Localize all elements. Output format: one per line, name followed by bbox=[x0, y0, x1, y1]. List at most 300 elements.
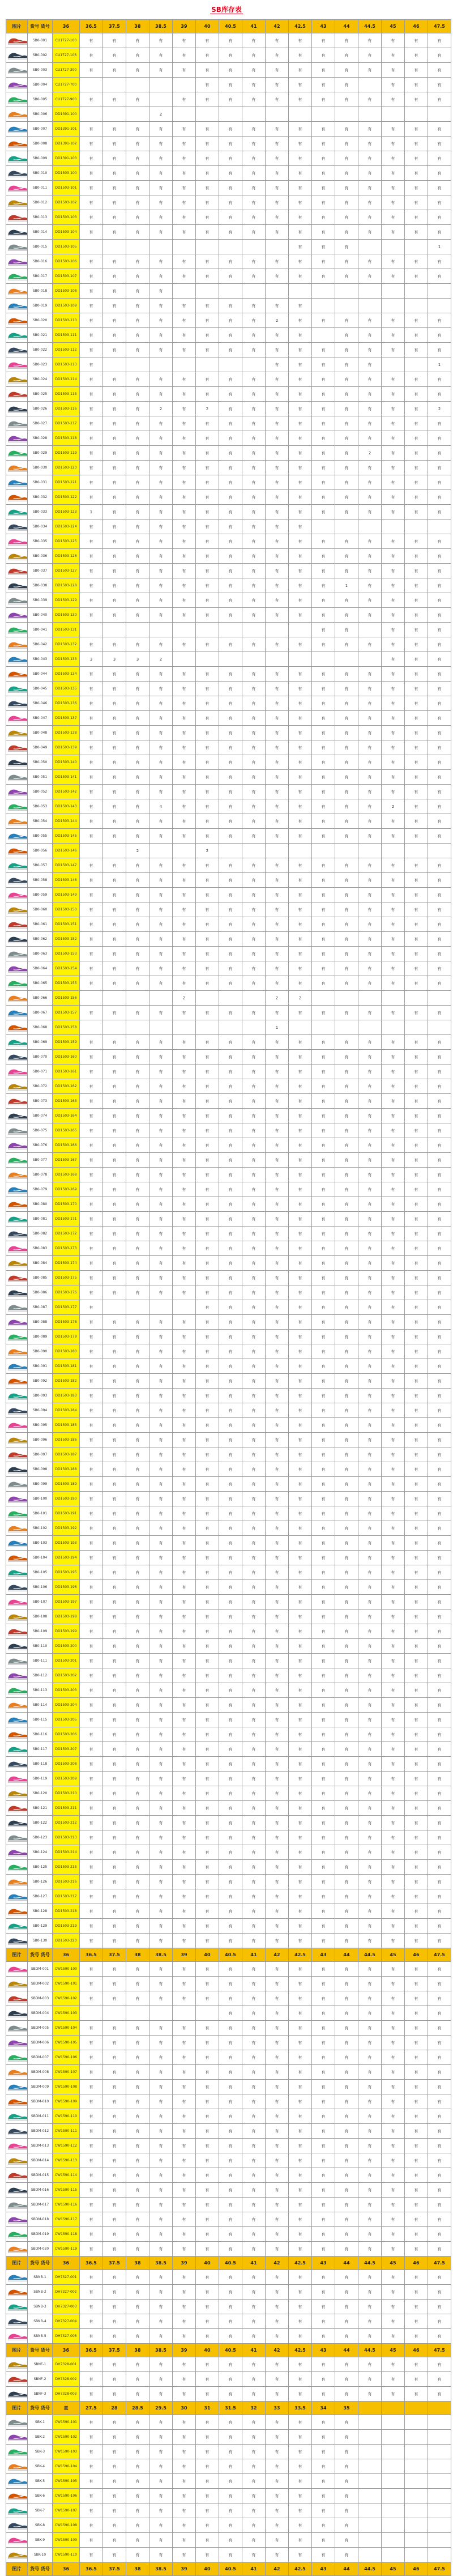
table-row bbox=[6, 1830, 451, 1845]
stock-cell: 有 bbox=[103, 1860, 126, 1875]
stock-cell: 有 bbox=[382, 210, 405, 225]
stock-cell: 有 bbox=[196, 1389, 219, 1403]
stock-cell bbox=[335, 844, 358, 858]
header-size: 28.5 bbox=[126, 2402, 149, 2415]
stock-cell: 有 bbox=[219, 2489, 242, 2503]
product-image-cell bbox=[6, 2533, 28, 2548]
code-cell: DD1503-133 bbox=[53, 652, 80, 667]
stock-cell: 有 bbox=[80, 2270, 103, 2285]
stock-cell: 有 bbox=[219, 195, 242, 210]
stock-cell: 有 bbox=[149, 446, 173, 461]
stock-cell: 有 bbox=[266, 1639, 289, 1654]
stock-cell: 有 bbox=[80, 1889, 103, 1904]
model-cell: SB0-075 bbox=[28, 1123, 53, 1138]
stock-cell: 有 bbox=[289, 637, 312, 652]
stock-cell: 有 bbox=[173, 1344, 196, 1359]
stock-cell: 有 bbox=[103, 2021, 126, 2036]
stock-cell bbox=[80, 2006, 103, 2021]
stock-cell: 有 bbox=[428, 2314, 451, 2329]
stock-cell bbox=[358, 991, 382, 1006]
stock-cell: 有 bbox=[103, 1595, 126, 1610]
header-size: 42.5 bbox=[289, 2256, 312, 2270]
stock-cell: 有 bbox=[103, 2533, 126, 2548]
stock-cell: 有 bbox=[382, 372, 405, 387]
product-image-cell bbox=[6, 254, 28, 269]
header-size: 46 bbox=[405, 2256, 428, 2270]
header-code: 货号 货号 bbox=[28, 1948, 53, 1962]
stock-cell: 有 bbox=[428, 461, 451, 475]
stock-cell: 有 bbox=[382, 1418, 405, 1433]
stock-cell: 有 bbox=[103, 1727, 126, 1742]
stock-cell bbox=[358, 652, 382, 667]
stock-cell: 有 bbox=[219, 1610, 242, 1624]
model-cell: SB0-012 bbox=[28, 195, 53, 210]
stock-cell: 有 bbox=[335, 1035, 358, 1050]
stock-cell bbox=[126, 623, 149, 637]
product-image-cell bbox=[6, 1904, 28, 1919]
code-cell: CU1727-300 bbox=[53, 63, 80, 78]
stock-cell bbox=[405, 284, 428, 299]
stock-cell: 有 bbox=[289, 1182, 312, 1197]
product-image-cell bbox=[6, 976, 28, 991]
stock-cell: 有 bbox=[335, 2314, 358, 2329]
stock-cell: 有 bbox=[219, 446, 242, 461]
stock-cell: 有 bbox=[242, 137, 266, 151]
stock-cell: 有 bbox=[103, 1123, 126, 1138]
stock-cell: 有 bbox=[126, 402, 149, 416]
shoe-thumbnail bbox=[7, 2052, 28, 2063]
model-cell: SBDM-013 bbox=[28, 2139, 53, 2153]
shoe-thumbnail bbox=[7, 1641, 28, 1651]
stock-cell: 有 bbox=[266, 858, 289, 873]
stock-cell: 有 bbox=[266, 2329, 289, 2344]
table-row bbox=[6, 1153, 451, 1168]
stock-cell: 有 bbox=[242, 475, 266, 490]
header-size: 42.5 bbox=[289, 2344, 312, 2357]
stock-cell: 有 bbox=[149, 151, 173, 166]
stock-cell: 有 bbox=[196, 2503, 219, 2518]
stock-cell: 有 bbox=[149, 1271, 173, 1285]
stock-cell: 有 bbox=[266, 1256, 289, 1271]
stock-cell: 有 bbox=[219, 2314, 242, 2329]
code-cell: DD1503-197 bbox=[53, 1595, 80, 1610]
stock-cell: 有 bbox=[126, 1227, 149, 1241]
shoe-thumbnail bbox=[7, 1978, 28, 1989]
stock-cell: 有 bbox=[103, 33, 126, 48]
code-cell: DD1503-207 bbox=[53, 1742, 80, 1757]
product-image-cell bbox=[6, 740, 28, 755]
stock-cell bbox=[358, 2430, 382, 2445]
model-cell: SB0-058 bbox=[28, 873, 53, 888]
stock-cell: 2 bbox=[266, 313, 289, 328]
stock-cell: 有 bbox=[289, 2050, 312, 2065]
stock-cell: 有 bbox=[358, 814, 382, 829]
table-row bbox=[6, 1506, 451, 1521]
product-image-cell bbox=[6, 1241, 28, 1256]
stock-cell: 有 bbox=[312, 2489, 335, 2503]
stock-cell: 有 bbox=[358, 313, 382, 328]
stock-cell: 有 bbox=[266, 1595, 289, 1610]
stock-cell: 有 bbox=[312, 2050, 335, 2065]
stock-cell: 有 bbox=[242, 2300, 266, 2314]
stock-cell: 有 bbox=[219, 2065, 242, 2080]
stock-cell: 有 bbox=[219, 269, 242, 284]
header-code: 货号 货号 bbox=[28, 2344, 53, 2357]
stock-cell: 有 bbox=[428, 1580, 451, 1595]
table-row bbox=[6, 1447, 451, 1462]
stock-cell: 有 bbox=[428, 475, 451, 490]
stock-cell: 有 bbox=[173, 1668, 196, 1683]
stock-cell: 有 bbox=[149, 858, 173, 873]
stock-cell: 有 bbox=[312, 1521, 335, 1536]
product-image-cell bbox=[6, 2474, 28, 2489]
stock-cell: 有 bbox=[103, 711, 126, 726]
code-cell: CW1590-117 bbox=[53, 2212, 80, 2227]
stock-cell: 有 bbox=[219, 549, 242, 564]
shoe-thumbnail bbox=[7, 1302, 28, 1313]
stock-cell: 有 bbox=[312, 1227, 335, 1241]
stock-cell: 有 bbox=[149, 2300, 173, 2314]
stock-cell: 有 bbox=[312, 2168, 335, 2183]
stock-cell: 有 bbox=[405, 166, 428, 181]
stock-cell: 有 bbox=[242, 814, 266, 829]
stock-cell: 有 bbox=[266, 2415, 289, 2430]
code-cell: DD1503-193 bbox=[53, 1536, 80, 1551]
stock-cell: 有 bbox=[405, 1506, 428, 1521]
stock-cell bbox=[382, 2489, 405, 2503]
stock-cell: 有 bbox=[103, 520, 126, 534]
stock-cell: 有 bbox=[428, 2124, 451, 2139]
stock-cell bbox=[289, 844, 312, 858]
shoe-thumbnail bbox=[7, 993, 28, 1003]
stock-cell: 有 bbox=[289, 1285, 312, 1300]
stock-cell: 有 bbox=[335, 917, 358, 932]
stock-cell: 有 bbox=[428, 1521, 451, 1536]
stock-cell: 有 bbox=[428, 1447, 451, 1462]
stock-cell: 有 bbox=[312, 1713, 335, 1727]
stock-cell: 有 bbox=[382, 1094, 405, 1109]
stock-cell: 有 bbox=[196, 1418, 219, 1433]
stock-cell: 有 bbox=[126, 1698, 149, 1713]
stock-cell: 有 bbox=[266, 2489, 289, 2503]
stock-cell: 有 bbox=[358, 1919, 382, 1934]
stock-cell bbox=[149, 78, 173, 92]
stock-cell: 有 bbox=[219, 755, 242, 770]
stock-cell: 有 bbox=[289, 299, 312, 313]
shoe-thumbnail bbox=[7, 860, 28, 871]
stock-cell: 有 bbox=[289, 2518, 312, 2533]
stock-cell: 有 bbox=[382, 505, 405, 520]
stock-cell: 有 bbox=[289, 357, 312, 372]
model-cell: SBDM-015 bbox=[28, 2168, 53, 2183]
stock-cell: 有 bbox=[382, 1079, 405, 1094]
product-image-cell bbox=[6, 1300, 28, 1315]
model-cell: SB0-127 bbox=[28, 1889, 53, 1904]
stock-cell: 有 bbox=[428, 1757, 451, 1772]
stock-cell: 有 bbox=[103, 2445, 126, 2459]
stock-cell: 有 bbox=[149, 1285, 173, 1300]
code-cell: CW1590-111 bbox=[53, 2124, 80, 2139]
table-row bbox=[6, 696, 451, 711]
table-row bbox=[6, 372, 451, 387]
stock-cell: 有 bbox=[382, 2168, 405, 2183]
product-image-cell bbox=[6, 269, 28, 284]
stock-cell: 有 bbox=[126, 1934, 149, 1948]
stock-cell: 有 bbox=[149, 328, 173, 343]
stock-cell: 有 bbox=[289, 2329, 312, 2344]
stock-cell: 有 bbox=[358, 1256, 382, 1271]
table-row bbox=[6, 755, 451, 770]
stock-cell: 有 bbox=[289, 2415, 312, 2430]
stock-cell bbox=[103, 844, 126, 858]
stock-cell: 有 bbox=[173, 1565, 196, 1580]
product-image-cell bbox=[6, 799, 28, 814]
stock-cell: 有 bbox=[173, 976, 196, 991]
stock-cell: 有 bbox=[173, 2372, 196, 2387]
stock-cell: 有 bbox=[312, 387, 335, 402]
model-cell: SB0-053 bbox=[28, 799, 53, 814]
stock-cell: 有 bbox=[428, 416, 451, 431]
stock-cell: 有 bbox=[173, 137, 196, 151]
stock-cell: 有 bbox=[219, 1698, 242, 1713]
table-row bbox=[6, 299, 451, 313]
code-cell: DD1503-218 bbox=[53, 1904, 80, 1919]
stock-cell: 1 bbox=[80, 505, 103, 520]
stock-cell: 有 bbox=[266, 2036, 289, 2050]
stock-cell bbox=[312, 1020, 335, 1035]
stock-cell: 有 bbox=[126, 2533, 149, 2548]
stock-cell: 有 bbox=[335, 1197, 358, 1212]
product-image-cell bbox=[6, 1786, 28, 1801]
stock-cell: 有 bbox=[335, 2212, 358, 2227]
stock-cell: 有 bbox=[103, 1624, 126, 1639]
model-cell: SB0-001 bbox=[28, 33, 53, 48]
stock-cell: 有 bbox=[428, 2139, 451, 2153]
stock-cell: 有 bbox=[289, 137, 312, 151]
header-size: 33 bbox=[266, 2402, 289, 2415]
stock-cell: 有 bbox=[196, 2094, 219, 2109]
stock-cell: 有 bbox=[103, 1285, 126, 1300]
shoe-thumbnail bbox=[7, 403, 28, 414]
stock-cell: 有 bbox=[80, 770, 103, 785]
stock-cell: 有 bbox=[149, 564, 173, 578]
header-size: 42 bbox=[266, 2562, 289, 2576]
stock-cell: 有 bbox=[173, 2387, 196, 2402]
stock-cell: 有 bbox=[103, 829, 126, 844]
stock-cell: 有 bbox=[266, 1904, 289, 1919]
stock-cell: 有 bbox=[149, 1639, 173, 1654]
stock-cell: 有 bbox=[149, 1065, 173, 1079]
shoe-thumbnail bbox=[7, 1847, 28, 1858]
stock-cell: 有 bbox=[173, 1433, 196, 1447]
header-size: 36 bbox=[53, 2344, 80, 2357]
stock-cell: 有 bbox=[335, 2300, 358, 2314]
stock-cell: 有 bbox=[312, 1065, 335, 1079]
stock-cell: 有 bbox=[266, 1300, 289, 1315]
header-size: 38.5 bbox=[149, 2562, 173, 2576]
stock-cell: 有 bbox=[405, 2168, 428, 2183]
stock-cell: 有 bbox=[196, 1713, 219, 1727]
stock-cell: 有 bbox=[335, 1698, 358, 1713]
model-cell: SBNB-1 bbox=[28, 2270, 53, 2285]
stock-cell: 有 bbox=[335, 313, 358, 328]
stock-cell: 有 bbox=[266, 1462, 289, 1477]
stock-cell: 有 bbox=[289, 902, 312, 917]
stock-cell: 有 bbox=[405, 1845, 428, 1860]
stock-cell: 有 bbox=[80, 2474, 103, 2489]
header-size: 36 bbox=[53, 2256, 80, 2270]
stock-cell: 有 bbox=[405, 1551, 428, 1565]
stock-cell: 有 bbox=[149, 873, 173, 888]
stock-cell: 有 bbox=[382, 1889, 405, 1904]
table-row bbox=[6, 534, 451, 549]
stock-cell: 有 bbox=[382, 755, 405, 770]
stock-cell: 有 bbox=[335, 726, 358, 740]
stock-cell: 有 bbox=[80, 1094, 103, 1109]
stock-cell: 有 bbox=[428, 2270, 451, 2285]
stock-cell: 有 bbox=[428, 343, 451, 357]
stock-cell: 有 bbox=[312, 1639, 335, 1654]
stock-cell: 有 bbox=[126, 1079, 149, 1094]
header-size: 37.5 bbox=[103, 20, 126, 33]
shoe-thumbnail bbox=[7, 2081, 28, 2092]
stock-cell bbox=[382, 357, 405, 372]
product-image-cell bbox=[6, 1374, 28, 1389]
stock-cell: 有 bbox=[266, 578, 289, 593]
stock-cell: 有 bbox=[196, 1742, 219, 1757]
stock-cell: 有 bbox=[126, 1742, 149, 1757]
stock-cell: 有 bbox=[312, 2124, 335, 2139]
stock-cell: 有 bbox=[149, 740, 173, 755]
table-row bbox=[6, 1374, 451, 1389]
stock-cell: 有 bbox=[196, 1801, 219, 1816]
stock-cell: 有 bbox=[428, 254, 451, 269]
stock-cell: 有 bbox=[289, 1433, 312, 1447]
header-size: 28 bbox=[103, 2402, 126, 2415]
stock-cell: 有 bbox=[289, 2314, 312, 2329]
stock-cell: 有 bbox=[80, 1521, 103, 1536]
table-row bbox=[6, 1492, 451, 1506]
stock-cell: 有 bbox=[312, 1433, 335, 1447]
stock-cell: 有 bbox=[173, 2314, 196, 2329]
stock-cell: 有 bbox=[312, 2445, 335, 2459]
stock-cell: 有 bbox=[80, 2285, 103, 2300]
product-image-cell bbox=[6, 1227, 28, 1241]
stock-cell: 有 bbox=[242, 181, 266, 195]
stock-cell: 有 bbox=[80, 1227, 103, 1241]
stock-cell: 有 bbox=[335, 2533, 358, 2548]
stock-cell: 有 bbox=[266, 2109, 289, 2124]
stock-cell: 有 bbox=[173, 1727, 196, 1742]
stock-cell: 有 bbox=[219, 210, 242, 225]
header-size: 36.5 bbox=[80, 2562, 103, 2576]
stock-cell: 有 bbox=[312, 1786, 335, 1801]
stock-cell: 有 bbox=[382, 2227, 405, 2242]
stock-cell: 有 bbox=[103, 2357, 126, 2372]
stock-cell: 有 bbox=[289, 1801, 312, 1816]
shoe-thumbnail bbox=[7, 2490, 28, 2501]
stock-cell: 有 bbox=[149, 549, 173, 564]
stock-cell bbox=[219, 240, 242, 254]
stock-cell: 有 bbox=[196, 181, 219, 195]
stock-cell: 有 bbox=[242, 1050, 266, 1065]
stock-cell: 有 bbox=[335, 1153, 358, 1168]
table-row bbox=[6, 2050, 451, 2065]
stock-cell: 有 bbox=[196, 1521, 219, 1536]
stock-cell: 有 bbox=[149, 1654, 173, 1668]
shoe-thumbnail bbox=[7, 2374, 28, 2385]
stock-cell: 2 bbox=[289, 991, 312, 1006]
stock-cell: 有 bbox=[219, 1727, 242, 1742]
stock-cell bbox=[428, 2474, 451, 2489]
stock-cell: 有 bbox=[242, 1683, 266, 1698]
stock-cell: 有 bbox=[242, 1904, 266, 1919]
stock-cell: 有 bbox=[335, 2372, 358, 2387]
stock-cell: 有 bbox=[382, 1624, 405, 1639]
table-row bbox=[6, 2372, 451, 2387]
stock-cell: 有 bbox=[358, 2372, 382, 2387]
stock-cell: 有 bbox=[219, 2094, 242, 2109]
stock-cell bbox=[405, 2415, 428, 2430]
stock-cell: 有 bbox=[103, 2109, 126, 2124]
table-row bbox=[6, 1757, 451, 1772]
stock-cell: 有 bbox=[312, 1991, 335, 2006]
table-row bbox=[6, 1006, 451, 1020]
stock-cell: 有 bbox=[219, 1845, 242, 1860]
stock-cell: 有 bbox=[405, 1374, 428, 1389]
stock-cell: 有 bbox=[173, 2533, 196, 2548]
stock-cell: 有 bbox=[219, 1123, 242, 1138]
stock-cell: 有 bbox=[126, 1006, 149, 1020]
stock-cell: 有 bbox=[173, 858, 196, 873]
stock-cell: 有 bbox=[382, 947, 405, 961]
stock-cell: 有 bbox=[289, 1786, 312, 1801]
stock-cell: 有 bbox=[173, 2080, 196, 2094]
stock-cell: 有 bbox=[266, 299, 289, 313]
header-size: 38 bbox=[126, 20, 149, 33]
stock-cell: 有 bbox=[382, 623, 405, 637]
stock-cell: 有 bbox=[382, 1182, 405, 1197]
stock-cell: 有 bbox=[266, 799, 289, 814]
stock-cell: 有 bbox=[103, 2183, 126, 2198]
stock-cell: 有 bbox=[126, 328, 149, 343]
product-image-cell bbox=[6, 682, 28, 696]
stock-cell: 有 bbox=[126, 1610, 149, 1624]
shoe-thumbnail bbox=[7, 1685, 28, 1696]
stock-cell: 有 bbox=[126, 1551, 149, 1565]
stock-cell: 有 bbox=[149, 1094, 173, 1109]
header-size: 44.5 bbox=[358, 2344, 382, 2357]
model-cell: SB0-112 bbox=[28, 1668, 53, 1683]
stock-cell: 有 bbox=[126, 1565, 149, 1580]
stock-cell: 有 bbox=[80, 151, 103, 166]
model-cell: SB0-009 bbox=[28, 151, 53, 166]
table-row bbox=[6, 446, 451, 461]
table-row bbox=[6, 1462, 451, 1477]
shoe-thumbnail bbox=[7, 241, 28, 252]
header-size: 40 bbox=[196, 1948, 219, 1962]
stock-cell: 有 bbox=[382, 1359, 405, 1374]
stock-cell: 有 bbox=[149, 1477, 173, 1492]
stock-cell: 有 bbox=[196, 1330, 219, 1344]
stock-cell: 有 bbox=[126, 814, 149, 829]
stock-cell: 有 bbox=[219, 328, 242, 343]
header-size: 36.5 bbox=[80, 2344, 103, 2357]
model-cell: SB0-084 bbox=[28, 1256, 53, 1271]
stock-cell: 有 bbox=[312, 2183, 335, 2198]
stock-cell: 有 bbox=[126, 2387, 149, 2402]
table-row bbox=[6, 2300, 451, 2314]
